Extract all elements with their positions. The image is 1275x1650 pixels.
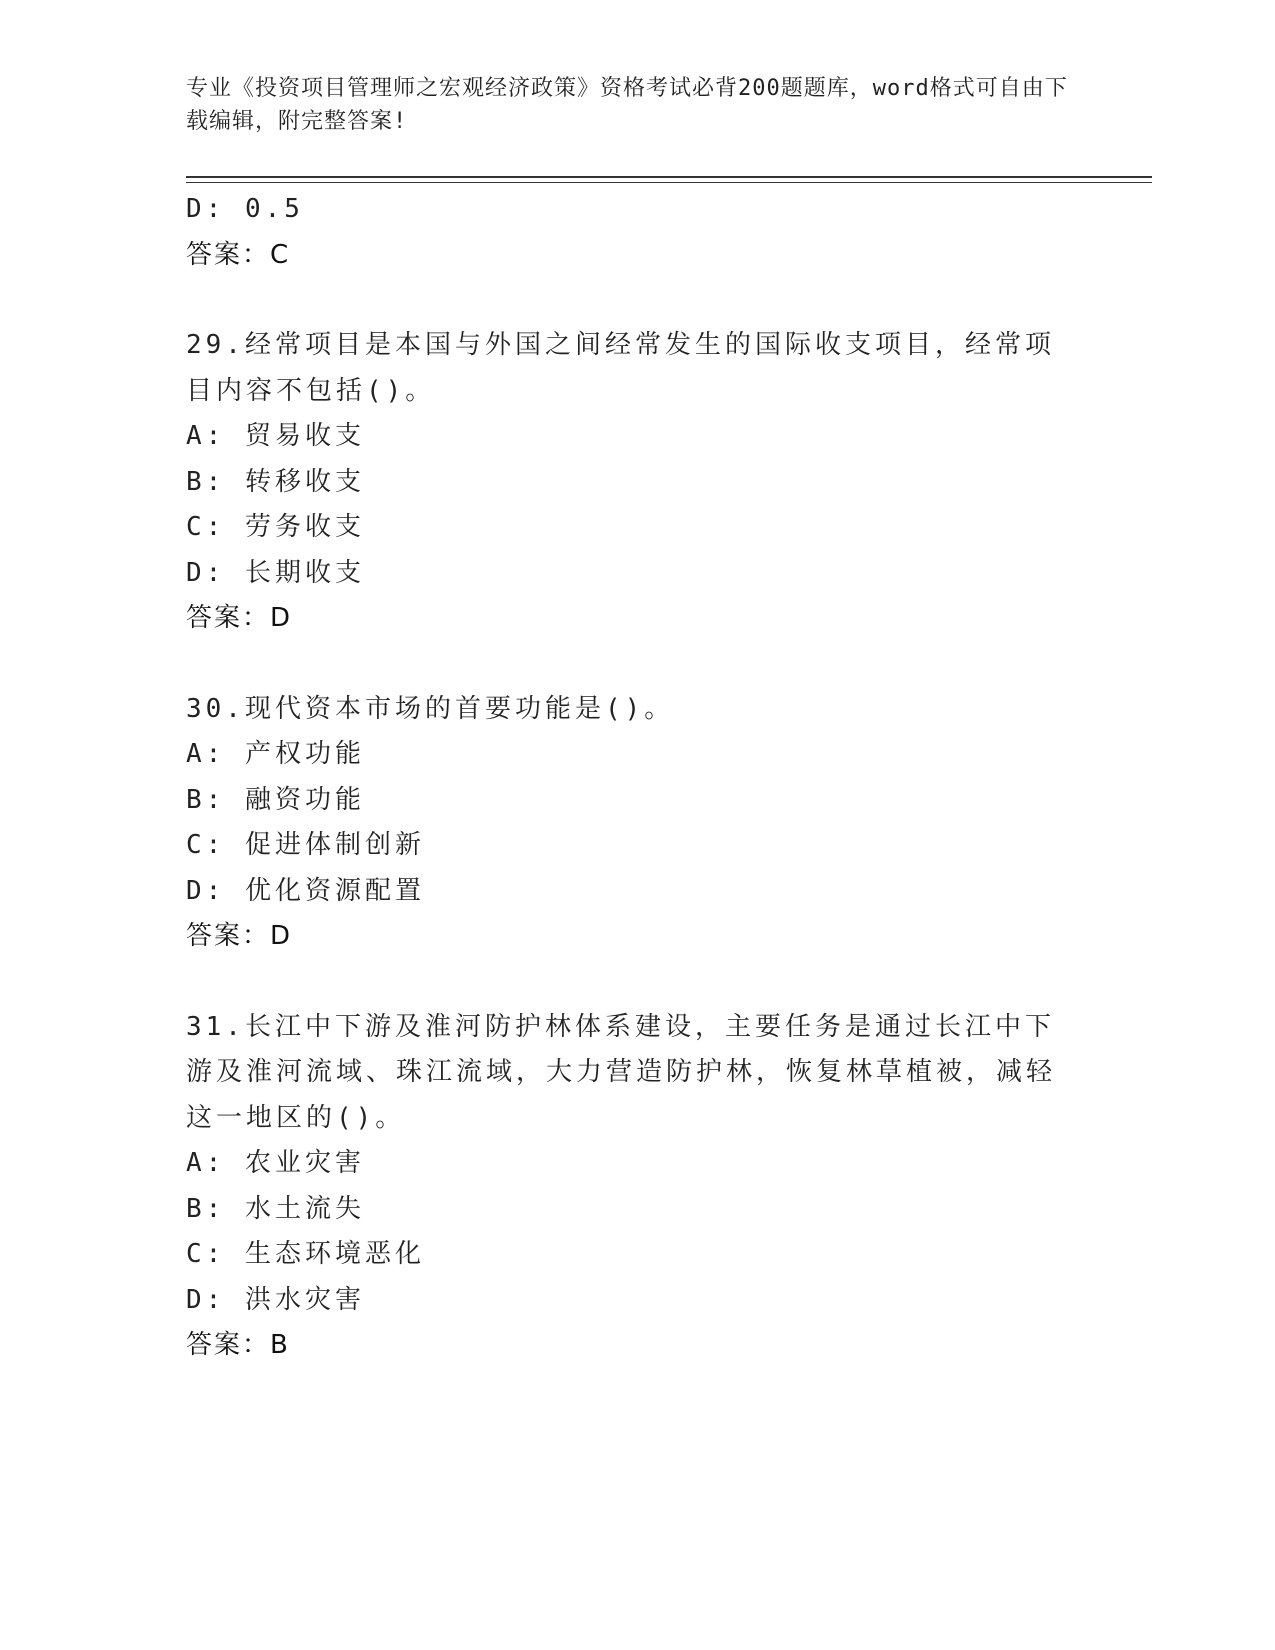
answer-line: 答案：D	[186, 921, 293, 951]
header-divider-thin	[186, 182, 1152, 183]
option-d: D: 优化资源配置	[186, 875, 425, 906]
document-header: 专业《投资项目管理师之宏观经济政策》资格考试必背200题题库，word格式可自由下载编辑，附完整答案!	[186, 76, 1068, 134]
option-a: A: 产权功能	[186, 739, 365, 769]
question-31	[186, 1005, 1086, 1369]
previous-question-tail	[186, 187, 1086, 278]
answer-line: 答案：C	[186, 239, 291, 270]
option-b: B: 转移收支	[186, 466, 365, 497]
option-d: D: 长期收支	[186, 557, 365, 588]
option-c: C: 劳务收支	[186, 512, 365, 542]
option-b: B: 水土流失	[186, 1193, 365, 1224]
option-c: C: 促进体制创新	[186, 830, 425, 860]
document-body	[186, 187, 1086, 1369]
question-30	[186, 687, 1086, 960]
option-a: A: 贸易收支	[186, 421, 365, 451]
option-a: A: 农业灾害	[186, 1148, 365, 1178]
question-29	[186, 323, 1086, 642]
option-d: D: 0.5	[186, 194, 304, 224]
question-stem: 29.经常项目是本国与外国之间经常发生的国际收支项目，经常项目内容不包括()。	[186, 330, 1055, 406]
option-b: B: 融资功能	[186, 784, 365, 815]
option-d: D: 洪水灾害	[186, 1284, 365, 1315]
question-stem: 30.现代资本市场的首要功能是()。	[186, 693, 675, 724]
answer-line: 答案：B	[186, 1330, 290, 1360]
answer-line: 答案：D	[186, 603, 293, 633]
option-c: C: 生态环境恶化	[186, 1239, 425, 1269]
header-divider-thick	[186, 176, 1152, 178]
question-stem: 31.长江中下游及淮河防护林体系建设，主要任务是通过长江中下游及淮河流域、珠江流域，大力营造防护林，恢复林草植被，减轻这一地区的()。	[186, 1011, 1057, 1133]
